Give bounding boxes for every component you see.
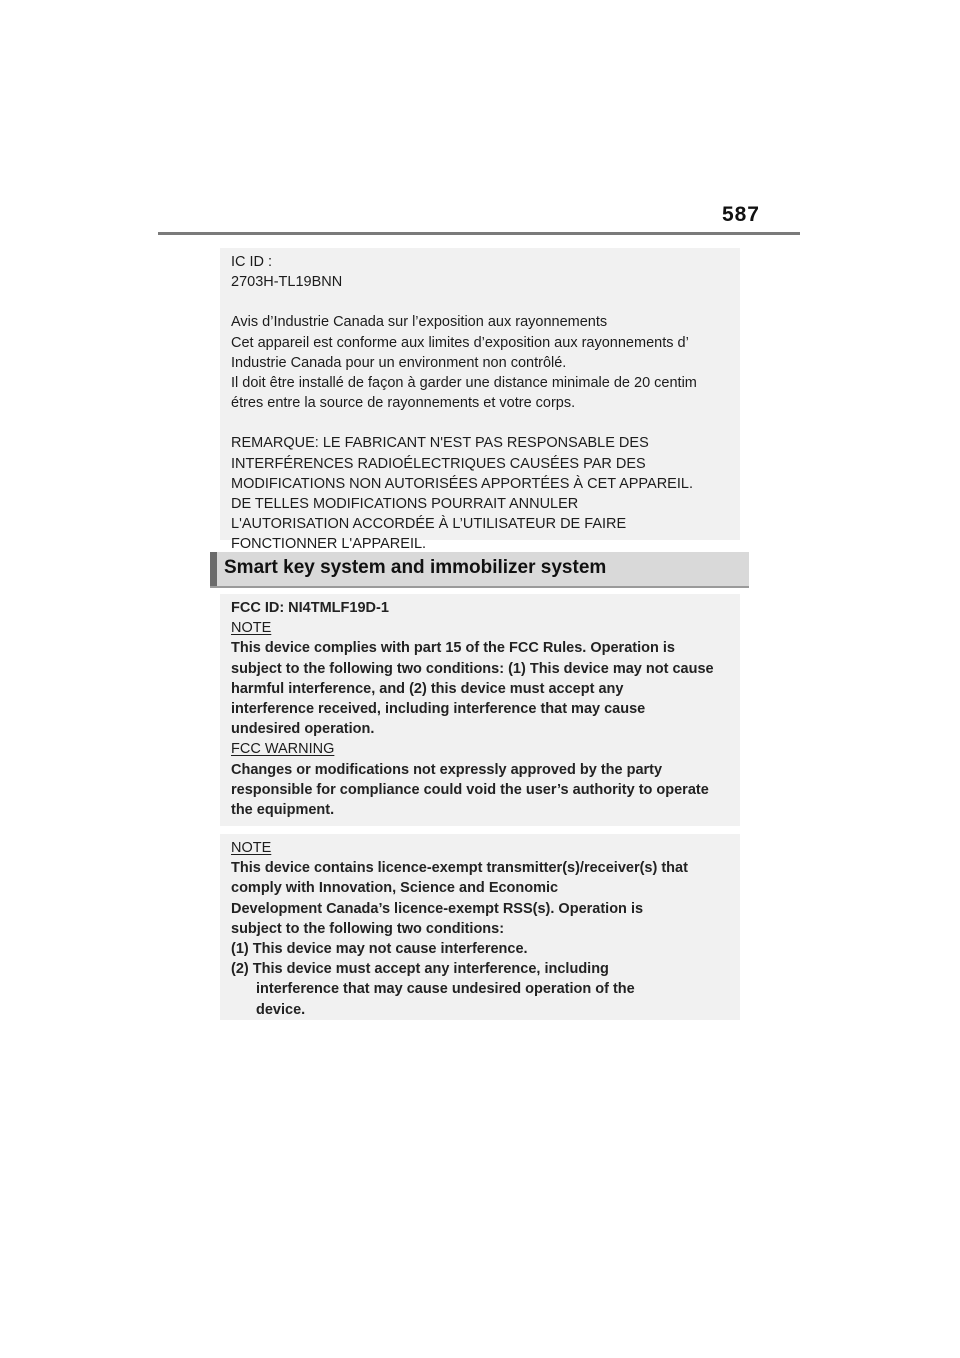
remarque-text: DE TELLES MODIFICATIONS POURRAIT ANNULER [231,496,579,513]
ised-condition-1: (1) This device may not cause interference. [231,941,528,958]
note-label: NOTE [231,620,272,637]
fcc-note-text: harmful interference, and (2) this device must accept any [231,680,624,697]
exposure-notice-text: Industrie Canada pour un environment non contrôlé. [231,354,567,371]
remarque-text: MODIFICATIONS NON AUTORISÉES APPORTÉES À CET APPAREIL. [231,475,693,492]
ised-note-text: subject to the following two conditions: [231,920,505,937]
fcc-warning-text: Changes or modifications not expressly approved by the party [231,761,663,778]
ised-condition-2: (2) This device must accept any interference, including [231,961,609,978]
ised-condition-2-continued: device. [256,1001,306,1018]
fcc-warning-text: responsible for compliance could void the user’s authority to operate [231,781,709,798]
page-number: 587 [721,203,760,226]
ised-condition-2-continued: interference that may cause undesired operation of the [256,981,635,998]
fcc-warning-text: the equipment. [231,802,335,819]
paragraph-gap [231,413,740,433]
ised-note-text: Development Canada’s licence-exempt RSS(s). Operation is [231,900,644,917]
ised-note-text: comply with Innovation, Science and Economic [231,880,559,897]
note-label: NOTE [231,840,272,856]
remarque-text: FONCTIONNER L'APPAREIL. [231,536,427,553]
fcc-note-text: This device complies with part 15 of the FCC Rules. Operation is [231,640,675,657]
fcc-note-text: undesired operation. [231,721,375,738]
remarque-text: INTERFÉRENCES RADIOÉLECTRIQUES CAUSÉES PAR DES [231,455,646,472]
exposure-notice-text: étres entre la source de rayonnements et votre corps. [231,395,576,412]
exposure-notice-title: Avis d’Industrie Canada sur l’exposition aux rayonnements [231,314,608,331]
exposure-notice-text: Cet appareil est conforme aux limites d’exposition aux rayonnements d’ [231,334,689,351]
fcc-warning-label: FCC WARNING [231,741,335,758]
fcc-id: FCC ID: NI4TMLF19D-1 [231,600,389,616]
fcc-note-text: interference received, including interference that may cause [231,701,646,718]
remarque-text: REMARQUE: LE FABRICANT N'EST PAS RESPONSABLE DES [231,435,649,452]
ic-id-value: 2703H-TL19BNN [231,274,343,291]
exposure-notice-text: Il doit être installé de façon à garder une distance minimale de 20 centim [231,375,697,392]
ised-note-text: This device contains licence-exempt transmitter(s)/receiver(s) that [231,860,688,877]
ic-id-label: IC ID : [231,254,273,270]
remarque-text: L'AUTORISATION ACCORDÉE À L’UTILISATEUR DE FAIRE [231,516,627,533]
french-ic-notice-box [220,248,740,553]
section-heading-rule [210,586,749,588]
ised-notice-box [220,834,740,1020]
header-divider [158,232,800,235]
fcc-notice-box [220,594,740,826]
fcc-note-text: subject to the following two conditions: (1) This device may not cause [231,660,714,677]
section-heading: Smart key system and immobilizer system [210,552,749,586]
paragraph-gap [231,292,740,312]
